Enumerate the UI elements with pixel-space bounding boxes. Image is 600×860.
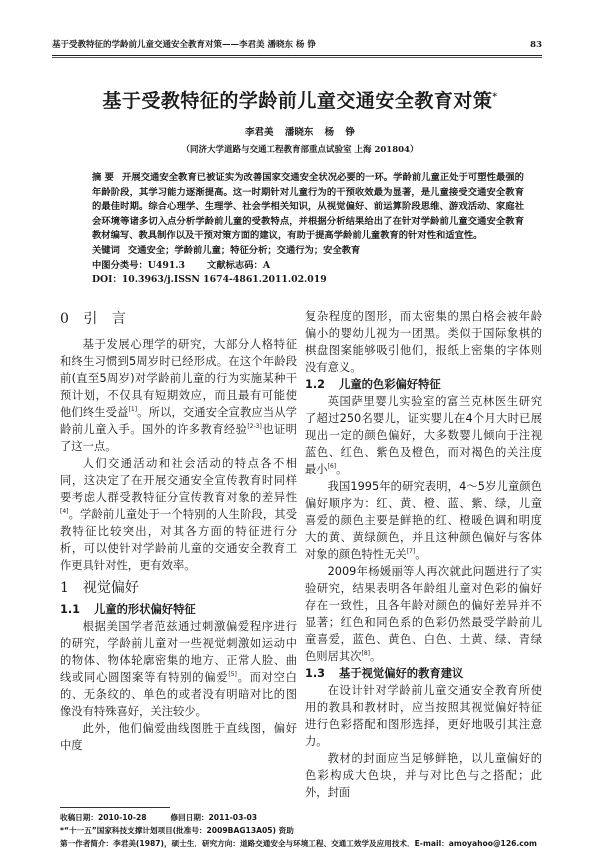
page-number: 83 — [530, 40, 542, 50]
body-columns — [60, 308, 542, 801]
title-text: 基于受教特征的学龄前儿童交通安全教育对策 — [102, 90, 493, 112]
affiliation: （同济大学道路与交通工程教育部重点试验室 上海 201804） — [181, 145, 419, 155]
right-column — [305, 308, 542, 801]
paragraph: 基于发展心理学的研究，大部分人格特征和终生习惯到5周岁时已经形成。在这个年龄段前(直至5周岁)对学龄前儿童的行为实施某种干预计划，不仅具有短期效应，而且最有可能使他们终生受益[1]。所以，交通安全宣教应当从学龄前儿童入手。国外的许多教育经验[2-3]也证明了这一点。 — [60, 337, 297, 453]
classification-line — [92, 259, 524, 288]
revised-date: 修回日期：2011-03-03 — [170, 812, 258, 822]
section-number: 0 — [60, 310, 69, 327]
paragraph: 在设计针对学龄前儿童交通安全教育所使用的教具和教材时，应当按照其视觉偏好特征进行色彩搭配和图形选择，更好地吸引其注意力。 — [305, 683, 542, 748]
subsection-heading-1-3: 1.3 基于视觉偏好的教育建议 — [305, 666, 464, 680]
citation: [5] — [228, 670, 237, 678]
abstract — [92, 171, 524, 288]
paragraph: 教材的封面应当足够鲜艳，以儿童偏好的色彩构成大色块，并与对比色与之搭配；此外，封面 — [305, 751, 542, 799]
paragraph: 此外，他们偏爱曲线图胜于直线图，偏好中度 — [60, 721, 297, 752]
paragraph: 2009年杨媛丽等人再次就此问题进行了实验研究，结果表明各年龄组儿童对色彩的偏好存在一致性，且各年龄对颜色的偏好差异并不显著；红色和同色系的色彩仍然最受学龄前儿童喜爱，蓝色、黄色、白色、土黄、绿、青绿色则居其次[8]。 — [305, 564, 542, 663]
subsection-heading-1-2: 1.2 儿童的色彩偏好特征 — [305, 377, 441, 391]
clc-value: U491.3 — [147, 259, 186, 271]
citation: [2-3] — [247, 422, 262, 430]
subsection-heading-1-1: 1.1 儿童的形状偏好特征 — [60, 602, 196, 616]
title-footnote-mark: * — [492, 92, 498, 103]
received-date: 收稿日期：2010-10-28 — [60, 812, 147, 822]
paragraph: 英国萨里婴儿实验室的富兰克林医生研究了超过250名婴儿，证实婴儿在4个月大时已展现出一定的颜色偏好，大多数婴儿倾向于注视蓝色、红色、紫色及橙色，而对褐色的关注度最小[6]。 — [305, 394, 542, 476]
section-heading-visual-preference — [60, 576, 297, 600]
doi-label: DOI： — [92, 274, 122, 286]
section-title: 引 言 — [83, 310, 126, 327]
abstract-text: 开展交通安全教育已被证实为改善国家交通安全状况必要的一环。学龄前儿童正处于可塑性最强的年龄阶段，其学习能力逐渐提高。这一时期针对儿童行为的干预收效最为显著，是儿童接受交通安全教育的最佳时期。综合心理学、生理学、社会学相关知识，从视觉偏好、前运算阶段思维、游戏活动、家庭社会环境等诸多切入点分析学龄前儿童的受教特点，并根据分析结果给出了在针对学龄前儿童交通安全教育教材编写、教具制作以及干预对策方面的建议，有助于提高学龄前儿童教育的针对性和适宜性。 — [92, 172, 524, 242]
paragraph: 复杂程度的图形，而太密集的黑白格会被年龄偏小的婴幼儿视为一团黑。类似于国际象棋的棋盘图案能够吸引他们，报纸上密集的字体则没有意义。 — [305, 309, 542, 374]
section-heading-intro — [60, 308, 297, 330]
citation: [6] — [327, 462, 337, 470]
author-bio: 第一作者简介：李君美(1987)，硕士生．研究方向：道路交通安全与环境工程、交通工效学及应用技术．E-mail：amoyahoo@126.com — [60, 838, 537, 848]
header-rule — [52, 55, 542, 56]
citation: [1] — [128, 405, 138, 413]
keywords-label: 关键词 — [92, 244, 120, 256]
authors: 李君美 潘晓东 杨 铮 — [245, 127, 355, 138]
paragraph: 人们交通活动和社会活动的特点各不相同，这决定了在开展交通安全宣传教育时同样要考虑人群受教特征分宣传教育对象的差异性[4]。学龄前儿童处于一个特别的人生阶段，其受教特征比较突出，对其各方面的特征进行分析，可以使针对学龄前儿童的交通安全教育工作更具针对性，更有效率。 — [60, 456, 297, 572]
clc-label: 中图分类号： — [92, 259, 148, 271]
funding-note: *“十一五”国家科技支撑计划项目(批准号：2009BAG13A05) 资助 — [60, 825, 294, 835]
paper-title — [0, 88, 600, 114]
header-rule-thin — [52, 57, 542, 58]
running-header-text: 基于受教特征的学龄前儿童交通安全教育对策——李君美 潘晓东 杨 铮 — [52, 40, 316, 50]
left-column — [60, 308, 297, 754]
running-header — [52, 38, 542, 52]
footnotes — [60, 811, 542, 850]
section-title: 视觉偏好 — [82, 579, 139, 596]
doi-value: 10.3963/j.ISSN 1674-4861.2011.02.019 — [121, 274, 327, 286]
keywords-text: 交通安全；学龄前儿童；特征分析；交通行为；安全教育 — [127, 244, 361, 256]
footnote-rule — [60, 807, 170, 808]
paragraph: 我国1995年的研究表明，4～5岁儿童颜色偏好顺序为：红、黄、橙、蓝、紫、绿，儿童喜爱的颜色主要是鲜艳的红、橙暖色调和明度大的黄、黄绿颜色，并且这种颜色偏好与客体对象的颜色特性无关[7]。 — [305, 479, 542, 561]
doc-code-label: 文献标志码： — [207, 259, 263, 271]
doc-code-value: A — [262, 259, 271, 271]
paragraph: 根据美国学者范兹通过刺激偏爱程序进行的研究，学龄前儿童对一些视觉刺激如运动中的物体、物体轮廓密集的地方、正常人脸、曲线或同心圆图案等有特别的偏爱[5]。而对空白的、无条纹的、单色的或者没有明暗对比的图像没有特殊喜好，关注较少。 — [60, 619, 297, 718]
citation: [8] — [361, 649, 370, 657]
abstract-body — [92, 171, 524, 244]
citation: [4] — [60, 507, 69, 515]
section-number: 1 — [60, 579, 69, 596]
keywords — [92, 244, 524, 259]
abstract-label: 摘 要 — [92, 172, 114, 183]
citation: [7] — [406, 547, 416, 555]
